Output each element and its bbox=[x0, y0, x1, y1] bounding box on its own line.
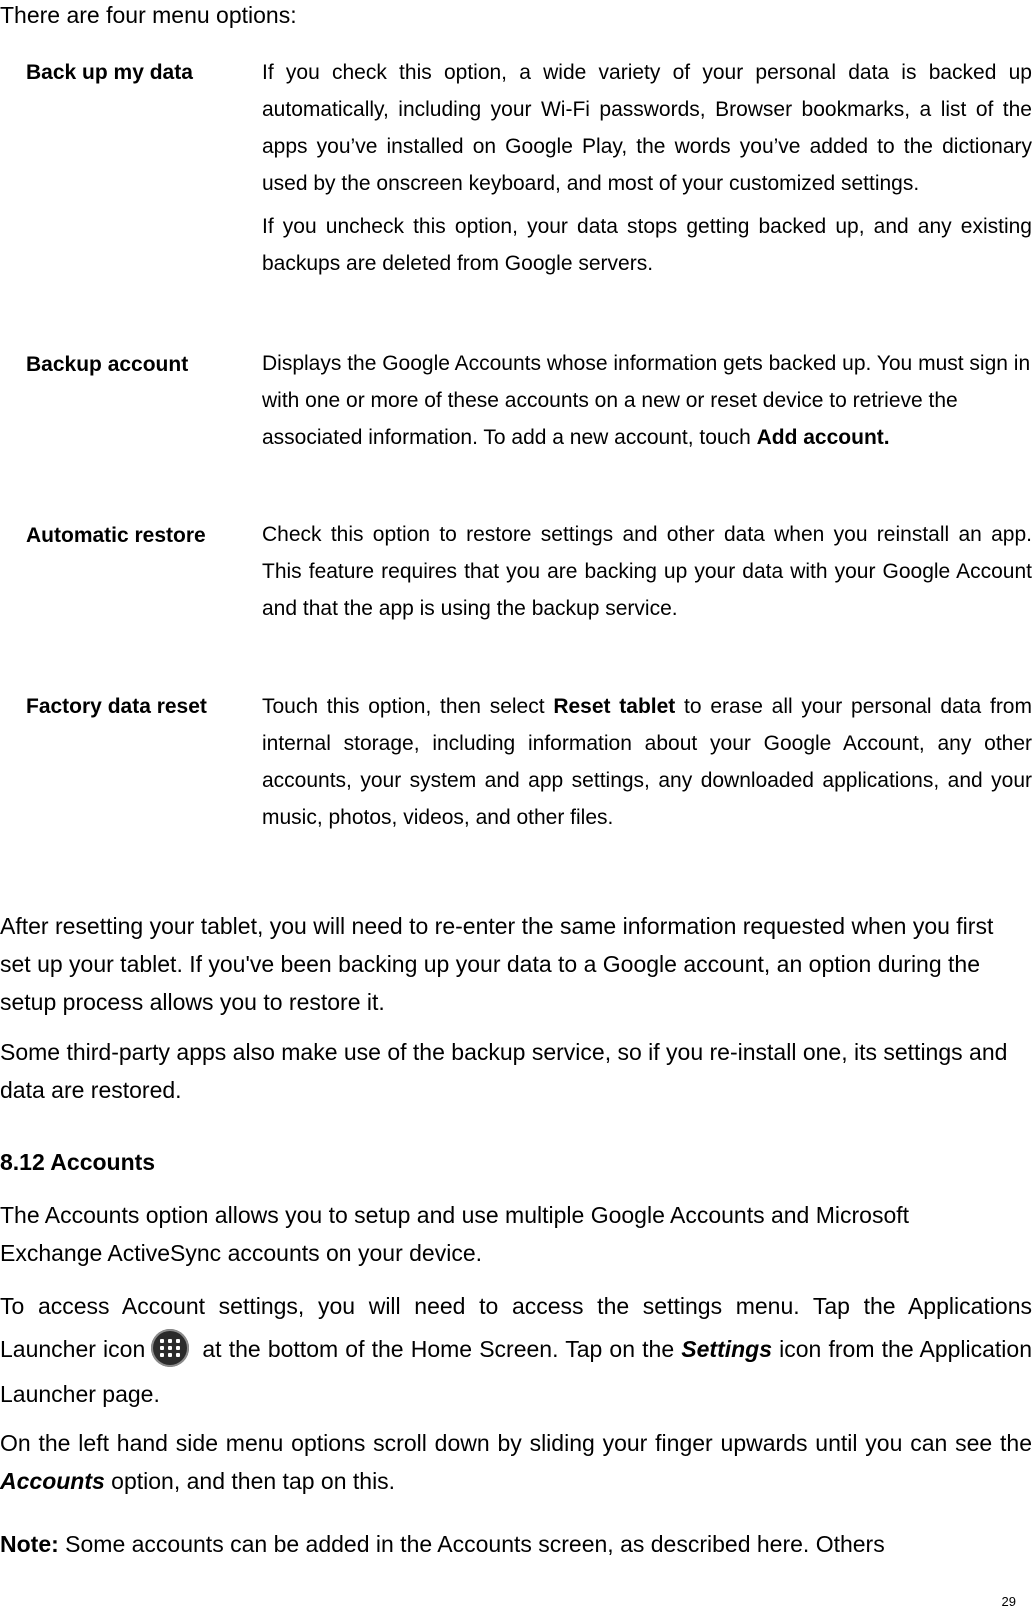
option-desc-paragraph: If you uncheck this option, your data stops getting backed up, and any existing backups are deleted from Google servers. bbox=[262, 215, 1032, 275]
note-paragraph bbox=[0, 1525, 1032, 1563]
option-desc-text: Displays the Google Accounts whose information gets backed up. You must sign in with one or more of these accounts on a new or reset device to retrieve the associated information. To add a new account, touch bbox=[262, 352, 1031, 449]
accounts-term: Accounts bbox=[0, 1468, 105, 1494]
add-account-term: Add account. bbox=[756, 426, 890, 449]
option-label-factory-data-reset: Factory data reset bbox=[26, 695, 207, 718]
scroll-text: On the left hand side menu options scroll down by sliding your finger upwards until you can see the bbox=[0, 1430, 1032, 1456]
note-label: Note: bbox=[0, 1531, 59, 1557]
intro-text: There are four menu options: bbox=[0, 2, 297, 28]
option-desc-paragraph: If you check this option, a wide variety of your personal data is backed up automatically, including your Wi-Fi passwords, Browser bookmarks, a list of the apps you’ve installed on Google Play, the words you’ve added to the dictionary used by the onscreen keyboard, and most of your customized settings. bbox=[262, 61, 1032, 195]
note-text: Some accounts can be added in the Accounts screen, as described here. Others bbox=[58, 1531, 885, 1557]
access-text: at the bottom of the Home Screen. Tap on the bbox=[195, 1336, 682, 1362]
page-number: 29 bbox=[1001, 1594, 1016, 1609]
option-desc-back-up-my-data bbox=[262, 54, 1032, 282]
apps-launcher-icon bbox=[151, 1329, 189, 1367]
accounts-intro-paragraph: The Accounts option allows you to setup and use multiple Google Accounts and Microsoft Exchange ActiveSync accounts on your device. bbox=[0, 1202, 910, 1266]
access-paragraph bbox=[0, 1285, 1032, 1416]
reset-tablet-term: Reset tablet bbox=[553, 695, 676, 718]
option-desc-factory-data-reset bbox=[262, 688, 1032, 836]
option-label-automatic-restore: Automatic restore bbox=[26, 524, 206, 547]
access-text: To access Account settings, you will need to access the settings menu. Tap the Applications Launcher icon bbox=[0, 1293, 1032, 1362]
option-desc-text: to erase all your personal data from internal storage, including information about your Google Account, any other accounts, your system and app settings, any downloaded applications, and your music, photos, videos, and other files. bbox=[262, 695, 1032, 829]
section-heading: 8.12 Accounts bbox=[0, 1149, 156, 1175]
scroll-text: option, and then tap on this. bbox=[104, 1468, 396, 1494]
scroll-paragraph bbox=[0, 1424, 1032, 1500]
settings-term: Settings bbox=[681, 1336, 773, 1362]
option-desc-automatic-restore bbox=[262, 516, 1032, 627]
option-desc-text: Check this option to restore settings and other data when you reinstall an app. This feature requires that you are backing up your data with your Google Account and that the app is using the backup service. bbox=[262, 523, 1032, 620]
third-party-paragraph: Some third-party apps also make use of the backup service, so if you re-install one, its settings and data are restored. bbox=[0, 1039, 1008, 1103]
option-label-back-up-my-data: Back up my data bbox=[26, 61, 193, 84]
access-text: icon from the Application Launcher page. bbox=[0, 1336, 1032, 1407]
option-desc-backup-account bbox=[262, 345, 1032, 456]
after-reset-paragraph: After resetting your tablet, you will need to re-enter the same information requested when you first set up your tablet. If you've been backing up your data to a Google account, an option during the setup process allows you to restore it. bbox=[0, 913, 994, 1015]
option-label-backup-account: Backup account bbox=[26, 353, 189, 376]
option-desc-text: Touch this option, then select bbox=[262, 695, 554, 718]
